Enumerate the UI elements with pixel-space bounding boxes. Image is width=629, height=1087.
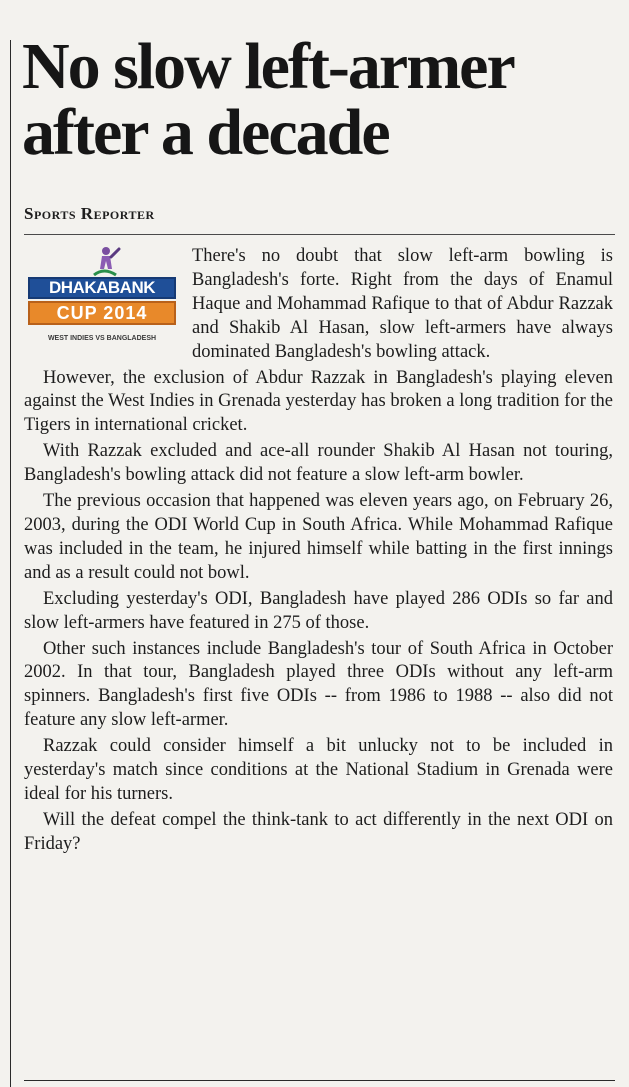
- byline-divider: [24, 234, 615, 235]
- article-paragraph: Other such instances include Bangladesh's tour of South Africa in October 2002. In that tour, Bangladesh played three ODIs without any left-arm spinners. Bangladesh's first five ODIs -- from 1986 to 1988 -- also did not feature any slow left-armer.: [24, 638, 613, 731]
- dhaka-bank-cup-logo: [24, 245, 180, 341]
- logo-cup-year: CUP 2014: [28, 301, 176, 325]
- article-paragraph: Will the defeat compel the think-tank to act differently in the next ODI on Friday?: [24, 809, 613, 854]
- article-paragraph: [24, 245, 613, 365]
- paragraph-text: There's no doubt that slow left-arm bowling is Bangladesh's forte. Right from the days of Enamul Haque and Mohammad Rafique to that of Abdur Razzak and Shakib Al Hasan, slow left-armers have always dominated Bangladesh's bowling attack.: [192, 246, 613, 362]
- article-paragraph: The previous occasion that happened was eleven years ago, on February 26, 2003, during the ODI World Cup in South Africa. While Mohammad Rafique was included in the team, he injured himself while batting in the first innings and as a result could not bowl.: [24, 491, 613, 583]
- byline: Sports Reporter: [24, 204, 155, 223]
- bottom-rule: [24, 1080, 615, 1081]
- article-paragraph: Razzak could consider himself a bit unlucky not to be included in yesterday's match since conditions at the National Stadium in Grenada were ideal for his turners.: [24, 736, 613, 804]
- article-body: [24, 245, 613, 859]
- logo-title: DHAKABANK: [28, 277, 176, 299]
- article-paragraph: With Razzak excluded and ace-all rounder Shakib Al Hasan not touring, Bangladesh's bowling attack did not feature a slow left-arm bowler.: [24, 441, 613, 486]
- batsman-icon: [86, 245, 122, 279]
- article-paragraph: However, the exclusion of Abdur Razzak in Bangladesh's playing eleven against the West Indies in Grenada yesterday has broken a long tradition for the Tigers in international cricket.: [24, 367, 613, 436]
- article-paragraph: Excluding yesterday's ODI, Bangladesh have played 286 ODIs so far and slow left-armers have featured in 275 of those.: [24, 588, 613, 633]
- logo-subtitle: WEST INDIES VS BANGLADESH: [47, 335, 157, 342]
- column-rule: [10, 40, 11, 1087]
- headline: No slow left-armer after a decade: [22, 30, 513, 169]
